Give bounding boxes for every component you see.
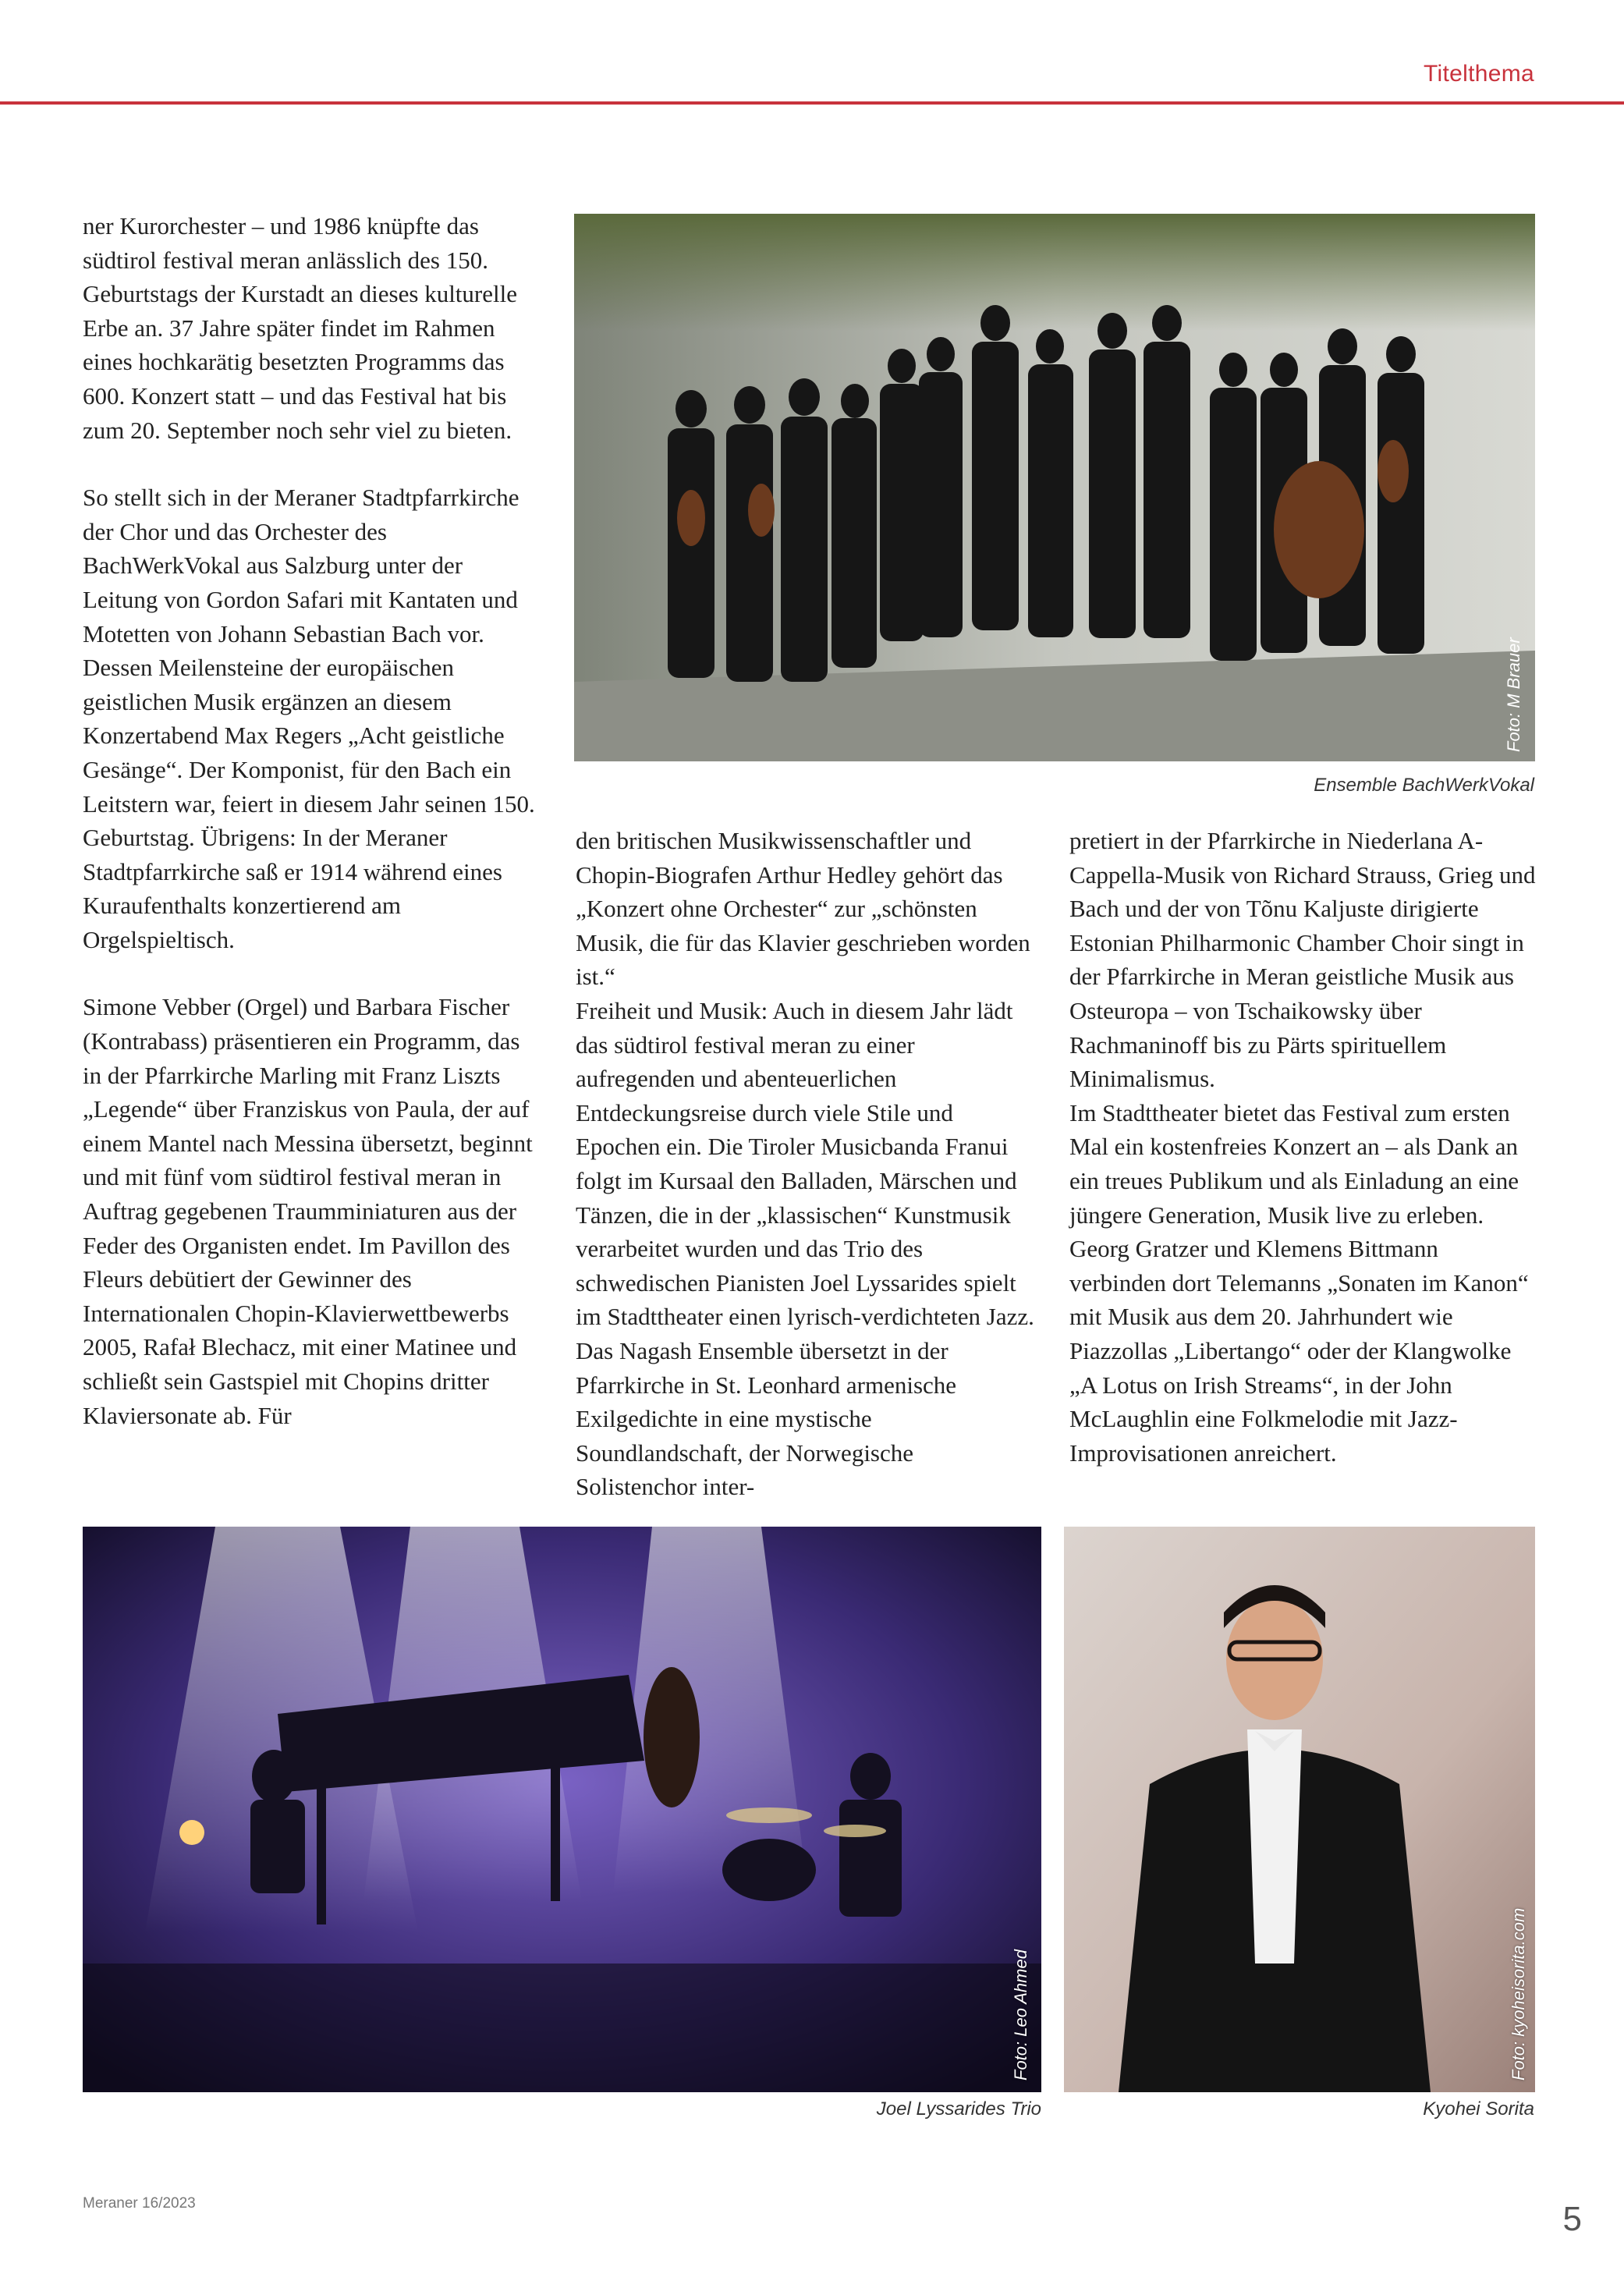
trio-photo-image (83, 1527, 1041, 2092)
header-rule (0, 101, 1624, 105)
text-column-1 (83, 209, 535, 1432)
paragraph: So stellt sich in der Meraner Stadtpfarrkirche der Chor und das Orchester des BachWerkVokal aus Salzburg unter der Leitung von Gordon Safari mit Kantaten und Motetten von Johann Sebastian Bach vor. Dessen Meilensteine der europäischen geistlichen Musik ergänzen an diesem Konzertabend Max Regers „Acht geistliche Gesänge“. Der Komponist, für den Bach ein Leitstern war, feiert in diesem Jahr seinen 150. Geburtstag. Übrigens: In der Meraner Stadtpfarrkirche saß er 1914 während eines Kuraufenthalts konzertierend am Orgelspieltisch. (83, 484, 535, 953)
trio-photo-caption: Joel Lyssarides Trio (876, 2098, 1041, 2120)
page-number: 5 (1562, 2200, 1582, 2238)
ensemble-photo-image (574, 214, 1535, 761)
sorita-photo-image (1064, 1527, 1535, 2092)
trio-photo (83, 1527, 1041, 2092)
paragraph: den britischen Musikwissenschaftler und Chopin-Biografen Arthur Hedley gehört das „Konzert ohne Orchester“ zur „schönsten Musik, die für das Klavier geschrieben worden ist.“ (576, 827, 1030, 991)
footer-publication: Meraner 16/2023 (83, 2195, 196, 2212)
paragraph: Freiheit und Musik: Auch in diesem Jahr lädt das südtirol festival meran zu einer aufregenden und abenteuerlichen Entdeckungsreise durch viele Stile und Epochen ein. Die Tiroler Musicbanda Franui folgt im Kursaal den Balladen, Märschen und Tänzen, die in der „klassischen“ Kunstmusik verarbeitet wurden und das Trio des schwedischen Pianisten Joel Lyssarides spielt im Stadttheater einen lyrisch-verdichteten Jazz. Das Nagash Ensemble übersetzt in der Pfarrkirche in St. Leonhard armenische Exilgedichte in eine mystische Soundlandschaft, der Norwegische Solistenchor inter- (576, 996, 1034, 1501)
text-column-2 (576, 824, 1036, 1504)
paragraph: Im Stadttheater bietet das Festival zum ersten Mal ein kostenfreies Konzert an – als Dank an ein treues Publikum und als Einladung an eine jüngere Generation, Musik live zu erleben. Georg Gratzer und Klemens Bittmann verbinden dort Telemanns „Sonaten im Kanon“ mit Musik aus dem 20. Jahrhundert wie Piazzollas „Libertango“ oder der Klangwolke „A Lotus on Irish Streams“, in der John McLaughlin eine Folkmelodie mit Jazz-Improvisationen anreichert. (1069, 1098, 1529, 1467)
section-label: Titelthema (1424, 61, 1534, 87)
sorita-photo-credit: Foto: kyoheisorita.com (1509, 1907, 1528, 2081)
paragraph: Simone Vebber (Orgel) und Barbara Fischer (Kontrabass) präsentieren ein Programm, das in der Pfarrkirche Marling mit Franz Liszts „Legende“ über Franziskus von Paula, der auf einem Mantel nach Messina übersetzt, beginnt und mit fünf vom südtirol festival meran in Auftrag gegebenen Traumminiaturen aus der Feder des Organisten endet. Im Pavillon des Fleurs debütiert der Gewinner des Internationalen Chopin-Klavierwettbewerbs 2005, Rafał Blechacz, mit einer Matinee und schließt sein Gastspiel mit Chopins dritter Klaviersonate ab. Für (83, 993, 533, 1429)
ensemble-photo (574, 214, 1535, 761)
trio-photo-credit: Foto: Leo Ahmed (1011, 1949, 1030, 2081)
sorita-photo (1064, 1527, 1535, 2092)
paragraph: pretiert in der Pfarrkirche in Niederlana A-Cappella-Musik von Richard Strauss, Grieg und Bach und der von Tõnu Kaljuste dirigierte Estonian Philharmonic Chamber Choir singt in der Pfarrkirche in Meran geistliche Musik aus Osteuropa – von Tschaikowsky über Rachmaninoff bis zu Pärts spirituellem Minimalismus. (1069, 827, 1536, 1093)
sorita-photo-caption: Kyohei Sorita (1423, 2098, 1534, 2120)
ensemble-photo-caption: Ensemble BachWerkVokal (1314, 775, 1534, 796)
text-column-3 (1069, 824, 1537, 1470)
ensemble-photo-credit: Foto: M Brauer (1504, 637, 1523, 752)
paragraph: ner Kurorchester – und 1986 knüpfte das südtirol festival meran anlässlich des 150. Geburtstags der Kurstadt an dieses kulturelle Erbe an. 37 Jahre später findet im Rahmen eines hochkarätig besetzten Programms das 600. Konzert statt – und das Festival hat bis zum 20. September noch sehr viel zu bieten. (83, 212, 517, 444)
